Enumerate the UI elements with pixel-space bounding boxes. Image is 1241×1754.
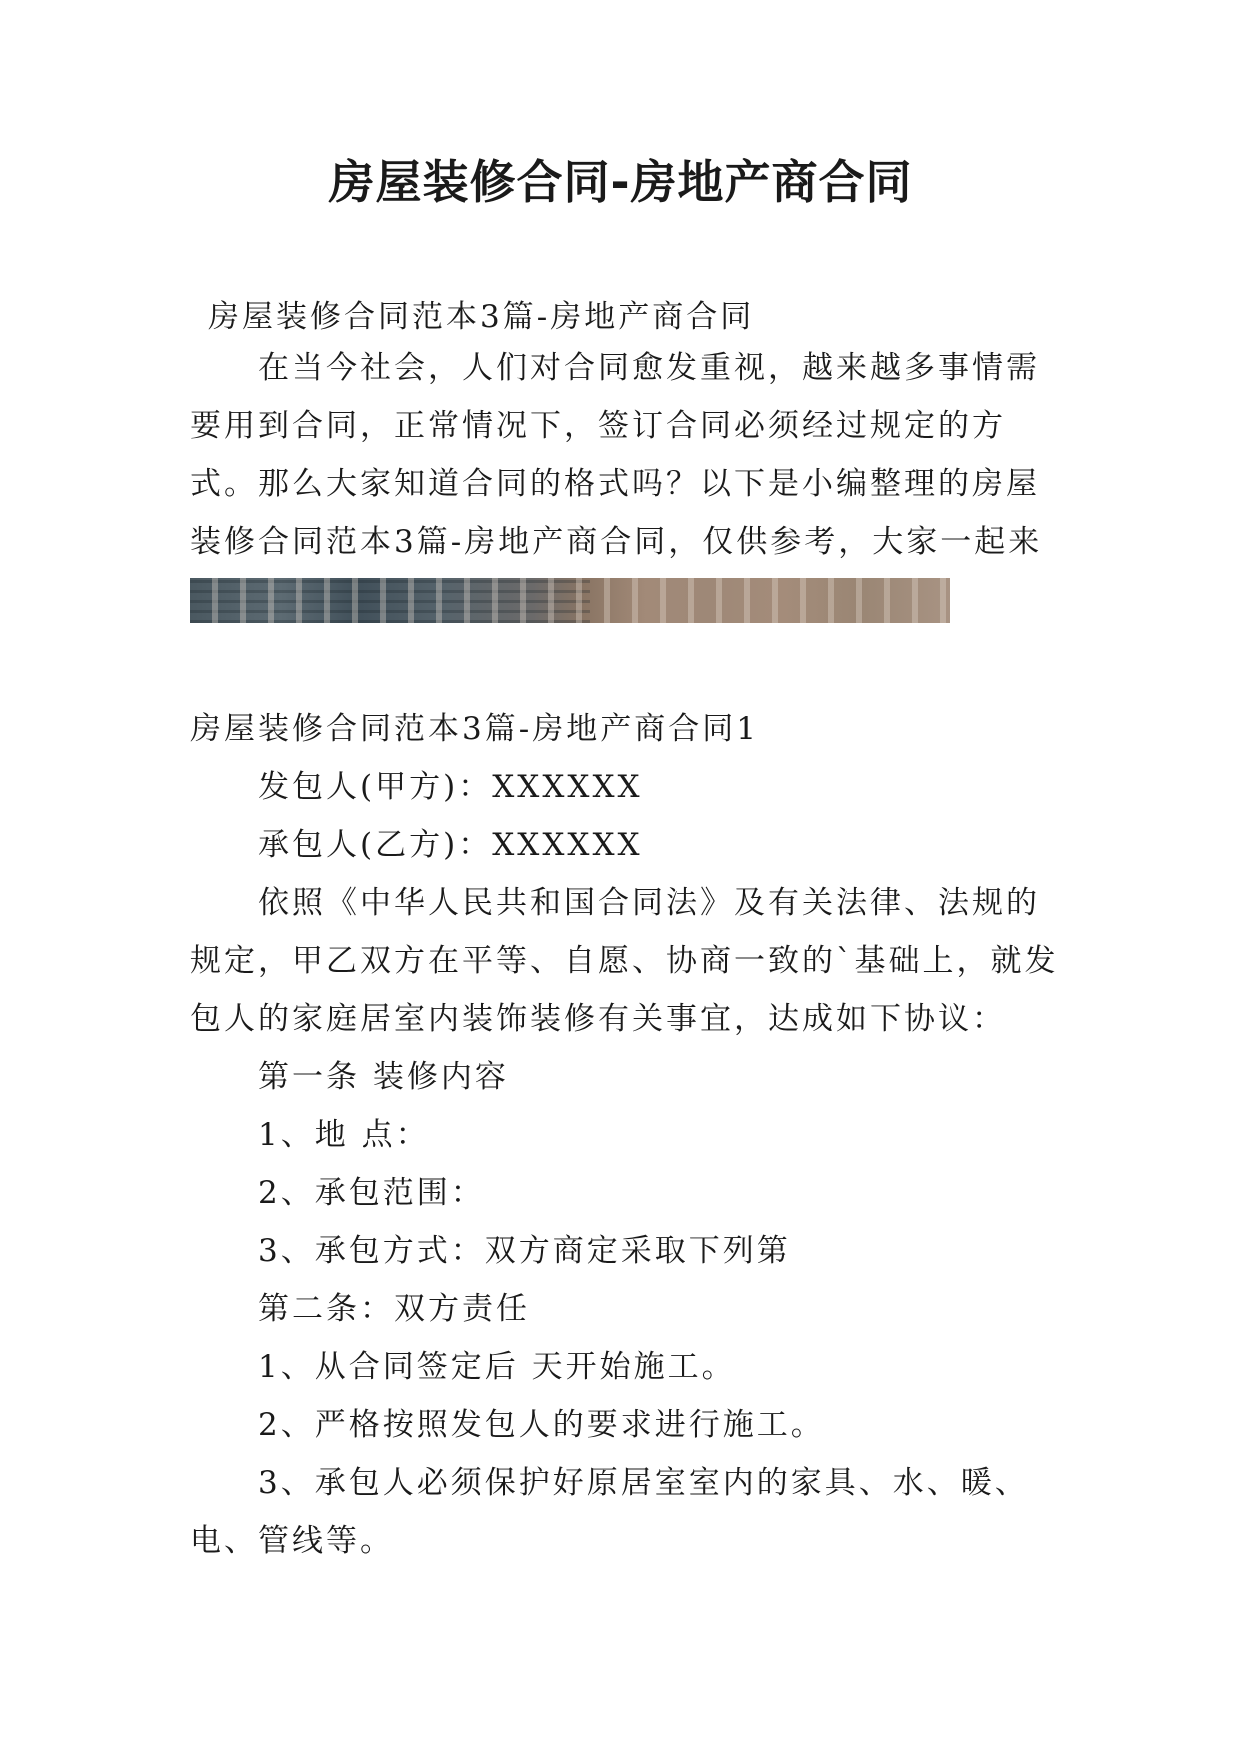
contract-preamble: 依照《中华人民共和国合同法》及有关法律、法规的规定，甲乙双方在平等、自愿、协商一致的`基础上，就发包人的家庭居室内装饰装修有关事宜，达成如下协议： [190, 885, 1059, 1037]
article-2-item-protection: 3、承包人必须保护好原居室室内的家具、水、暖、电、管线等。 [190, 1465, 1029, 1559]
article-2-title: 第二条：双方责任 [258, 1291, 530, 1327]
article-1-title: 第一条 装修内容 [258, 1059, 509, 1095]
article-1-item-scope: 2、承包范围： [258, 1175, 485, 1211]
article-2-item-requirements: 2、严格按照发包人的要求进行施工。 [258, 1407, 825, 1443]
document-subtitle: 房屋装修合同范本3篇-房地产商合同 [208, 299, 755, 335]
contract-section [190, 700, 1070, 1570]
photo-facade-stripes [190, 578, 950, 623]
contract-heading: 房屋装修合同范本3篇-房地产商合同1 [190, 711, 759, 747]
page-title: 房屋装修合同-房地产商合同 [328, 155, 913, 209]
building-photo-banner [190, 578, 950, 623]
article-1-item-location: 1、地 点： [258, 1117, 430, 1153]
article-2-item-start: 1、从合同签定后 天开始施工。 [258, 1349, 736, 1385]
article-1-item-method: 3、承包方式：双方商定采取下列第 [258, 1233, 791, 1269]
party-a-line: 发包人(甲方)：XXXXXX [258, 769, 643, 805]
party-b-line: 承包人(乙方)：XXXXXX [258, 827, 643, 863]
intro-paragraph: 在当今社会，人们对合同愈发重视，越来越多事情需要用到合同，正常情况下，签订合同必须经过规定的方式。那么大家知道合同的格式吗？以下是小编整理的房屋装修合同范本3篇-房地产商合同，仅供参考，大家一起来 [190, 350, 1043, 560]
